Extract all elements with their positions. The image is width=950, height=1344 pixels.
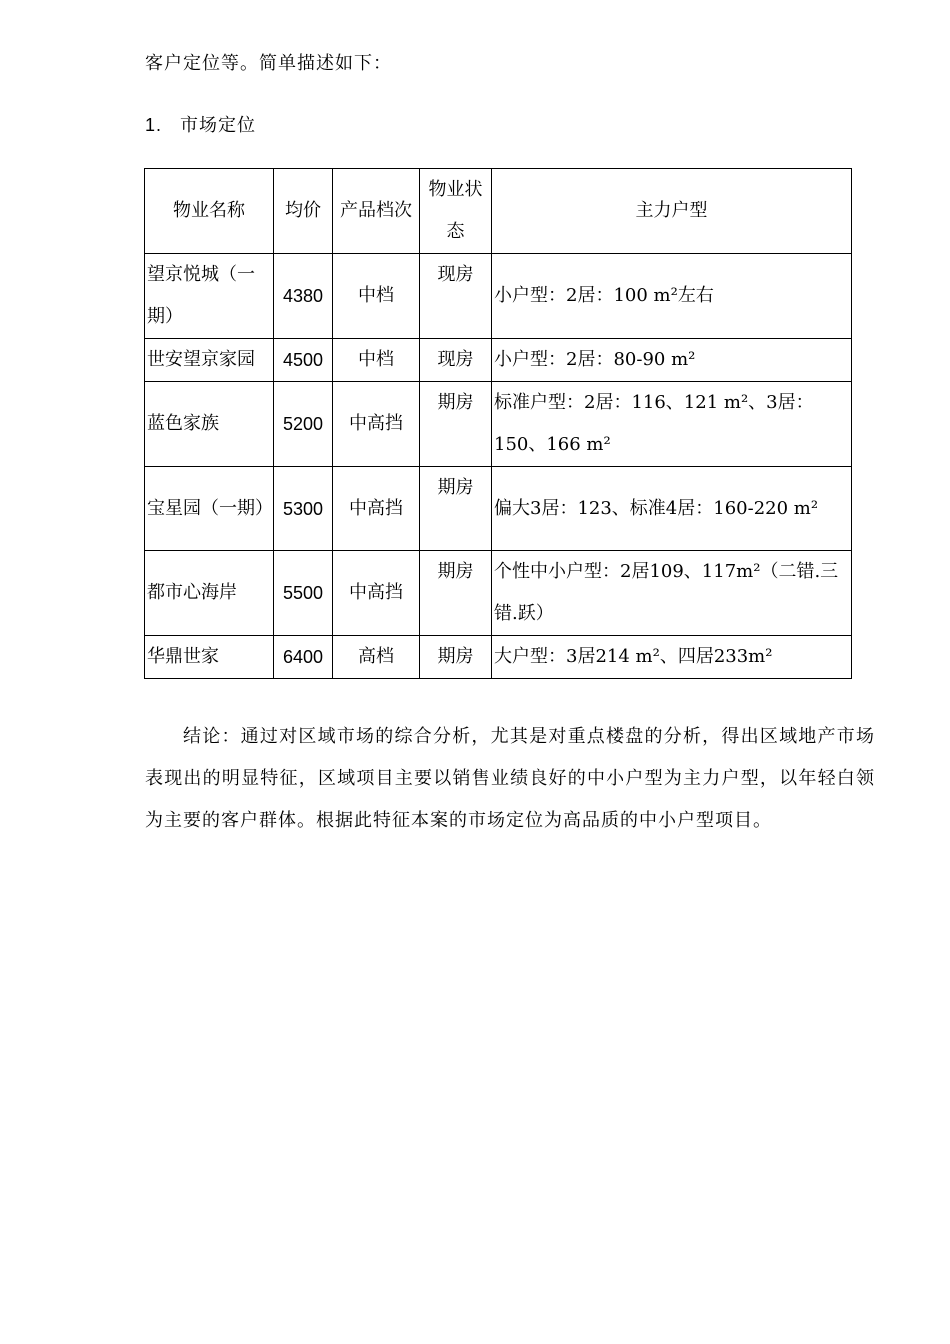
cell-product-grade: 高档 <box>333 636 420 679</box>
cell-property-name: 宝星园（一期） <box>145 467 274 551</box>
table-row <box>145 551 852 636</box>
table-row <box>145 254 852 339</box>
cell-property-status: 期房 <box>420 467 492 551</box>
cell-product-grade: 中档 <box>333 339 420 382</box>
cell-main-unit-type: 小户型：2居：80-90 m² <box>492 339 852 382</box>
conclusion-paragraph: 结论：通过对区域市场的综合分析，尤其是对重点楼盘的分析，得出区域地产市场表现出的明显特征，区域项目主要以销售业绩良好的中小户型为主力户型，以年轻白领为主要的客户群体。根据此特征本案的市场定位为高品质的中小户型项目。 <box>145 726 875 831</box>
cell-main-unit-type: 偏大3居：123、标准4居：160-220 m² <box>492 467 852 551</box>
header-product-grade: 产品档次 <box>333 169 420 254</box>
cell-average-price: 5500 <box>274 551 333 636</box>
cell-property-name: 都市心海岸 <box>145 551 274 636</box>
cell-property-name: 世安望京家园 <box>145 339 274 382</box>
header-average-price: 均价 <box>274 169 333 254</box>
section-title: 市场定位 <box>180 115 256 136</box>
header-main-unit-type: 主力户型 <box>492 169 852 254</box>
cell-product-grade: 中高挡 <box>333 382 420 467</box>
header-property-status: 物业状态 <box>420 169 492 254</box>
table-row <box>145 467 852 551</box>
cell-main-unit-type: 标准户型：2居：116、121 m²、3居：150、166 m² <box>492 382 852 467</box>
cell-average-price: 4500 <box>274 339 333 382</box>
cell-product-grade: 中高挡 <box>333 467 420 551</box>
cell-property-status: 现房 <box>420 254 492 339</box>
table-row <box>145 382 852 467</box>
cell-property-name: 华鼎世家 <box>145 636 274 679</box>
section-heading <box>145 111 256 140</box>
cell-property-status: 期房 <box>420 551 492 636</box>
cell-main-unit-type: 大户型：3居214 m²、四居233m² <box>492 636 852 679</box>
intro-text: 客户定位等。简单描述如下： <box>145 53 392 74</box>
cell-property-status: 现房 <box>420 339 492 382</box>
cell-property-status: 期房 <box>420 636 492 679</box>
cell-main-unit-type: 个性中小户型：2居109、117m²（二错.三错.跃） <box>492 551 852 636</box>
cell-product-grade: 中高挡 <box>333 551 420 636</box>
cell-property-name: 望京悦城（一期） <box>145 254 274 339</box>
table-row <box>145 339 852 382</box>
section-number: 1. <box>145 115 163 135</box>
table-header-row <box>145 169 852 254</box>
cell-average-price: 5300 <box>274 467 333 551</box>
cell-property-name: 蓝色家族 <box>145 382 274 467</box>
cell-product-grade: 中档 <box>333 254 420 339</box>
cell-main-unit-type: 小户型：2居：100 m²左右 <box>492 254 852 339</box>
cell-average-price: 5200 <box>274 382 333 467</box>
cell-property-status: 期房 <box>420 382 492 467</box>
cell-average-price: 6400 <box>274 636 333 679</box>
cell-average-price: 4380 <box>274 254 333 339</box>
table-row <box>145 636 852 679</box>
market-positioning-table <box>144 168 852 679</box>
header-property-name: 物业名称 <box>145 169 274 254</box>
